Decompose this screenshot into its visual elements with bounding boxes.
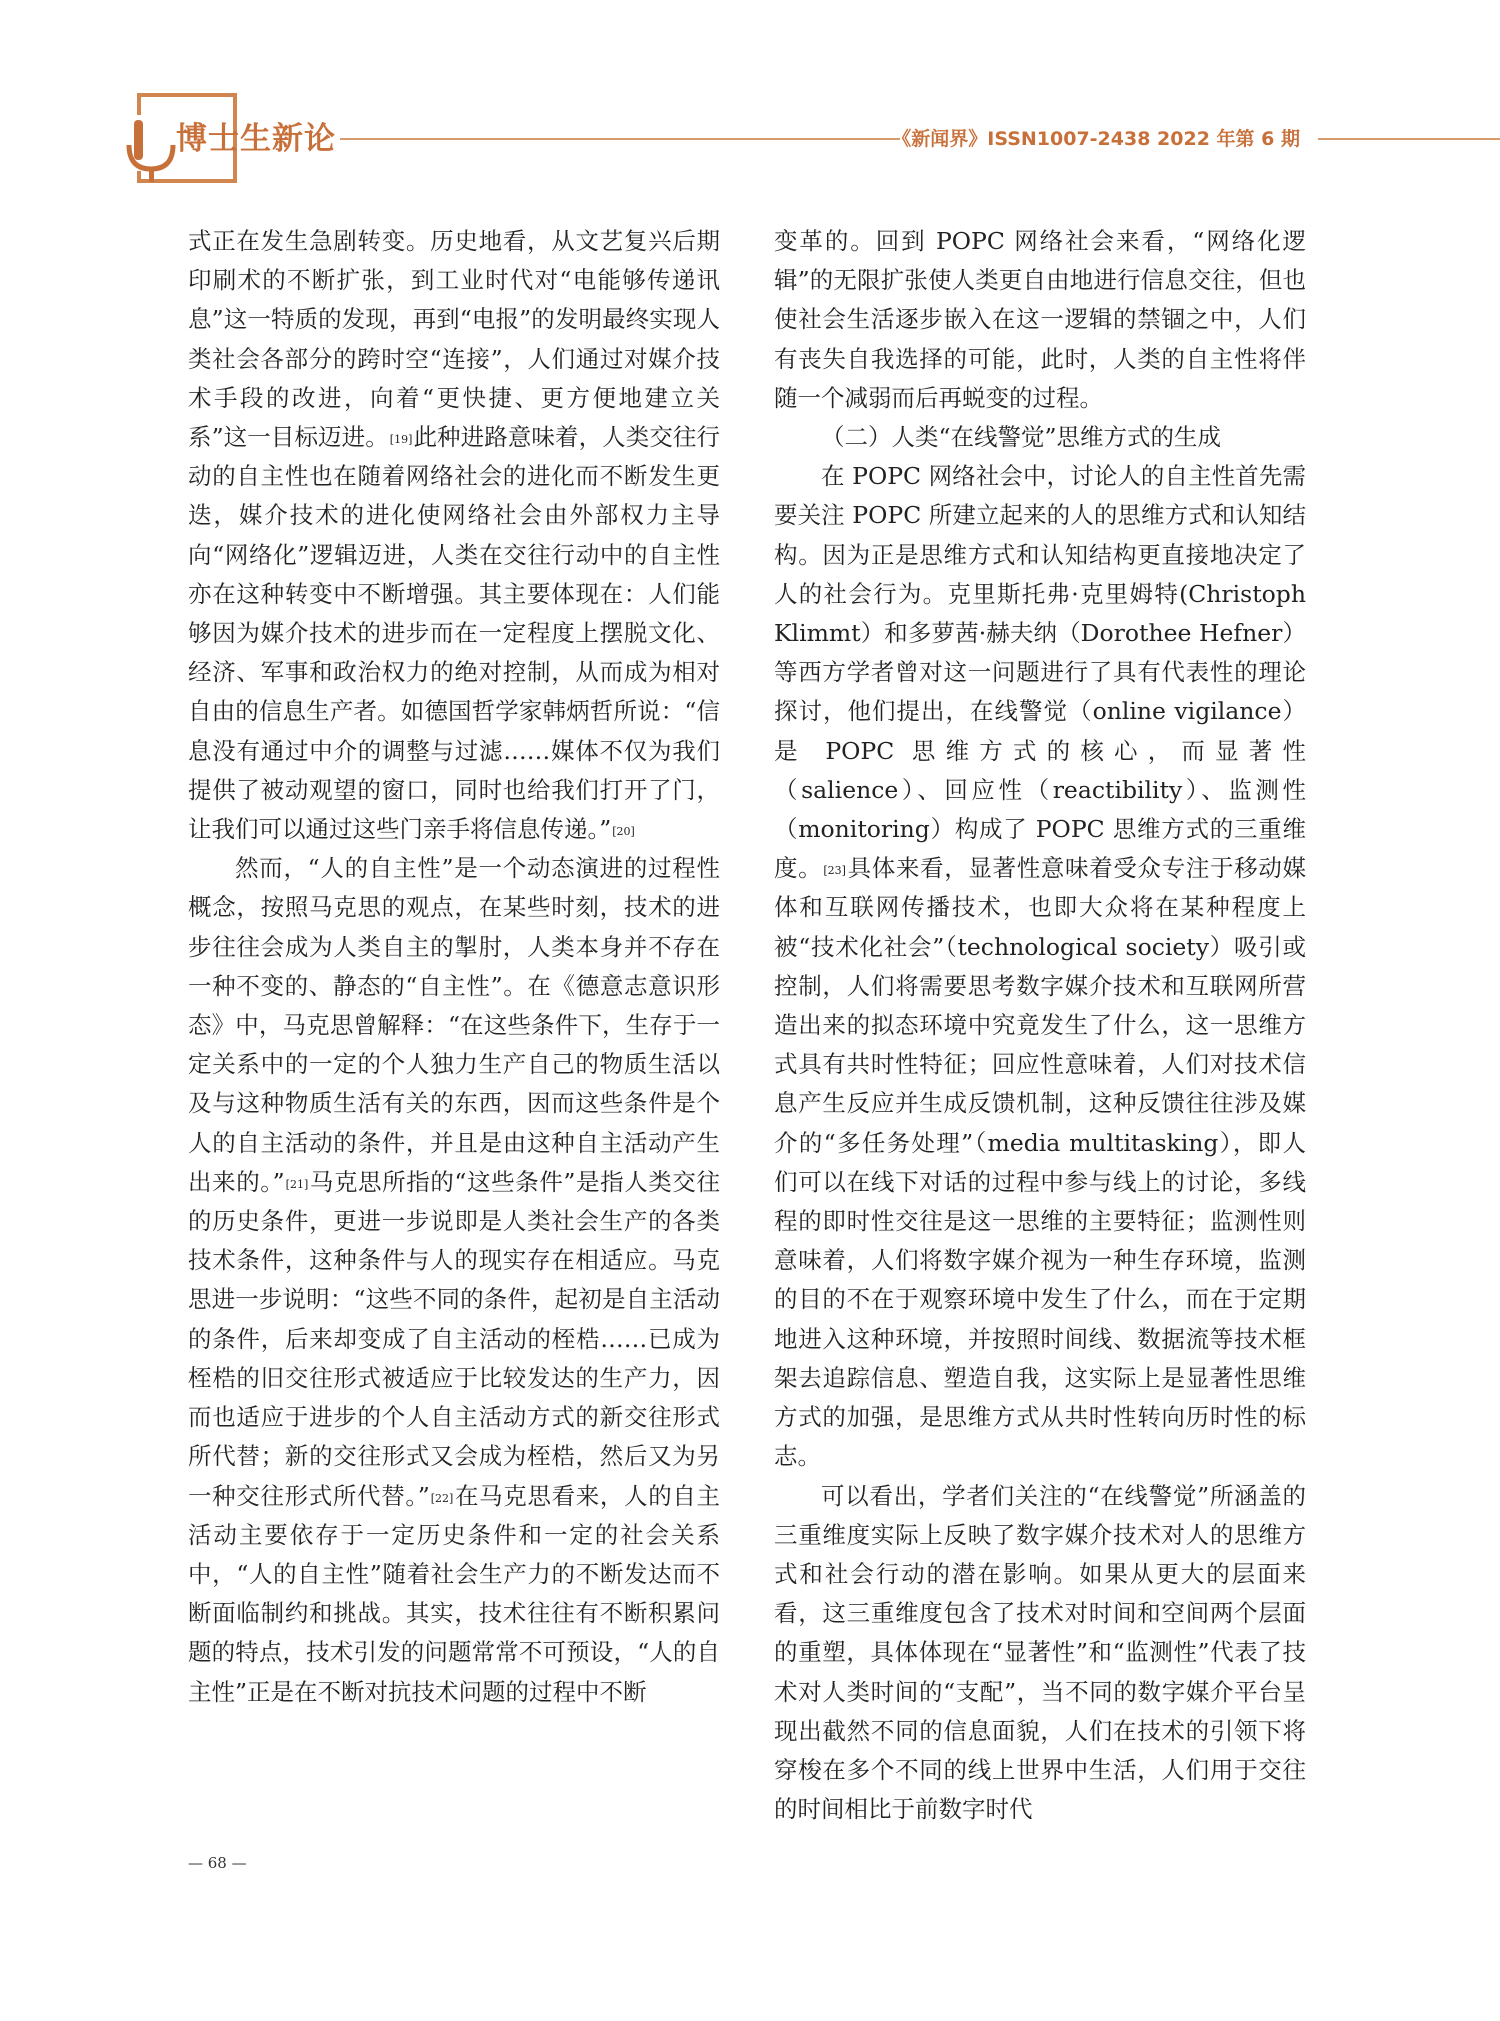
footnote-ref[interactable]: [19] [389,433,413,447]
footnote-ref[interactable]: [20] [612,825,635,839]
header-rule-left [340,138,900,140]
page-number: — 68 — [188,1854,247,1872]
footnote-ref[interactable]: [21] [285,1177,309,1191]
journal-info: 《新闻界》ISSN1007-2438 2022 年第 6 期 [892,128,1300,150]
header-rule-right [1318,138,1500,140]
left-column [188,222,720,1712]
footnote-ref[interactable]: [22] [430,1491,454,1505]
footnote-ref[interactable]: [23] [823,864,846,878]
paragraph: 在 POPC 网络社会中，讨论人的自主性首先需要关注 POPC 所建立起来的人的思维方式和认知结构。因为正是思维方式和认知结构更直接地决定了人的社会行为。克里斯托弗·克里姆特(Christoph Klimmt）和多萝茜·赫夫纳（Dorothee Hefner）等西方学者曾对这一问题进行了具有代表性的理论探讨，他们提出，在线警觉（online vigilance）是 POPC 思维方式的核心，而显著性（salience）、回应性（reactibility）、监测性（monitoring）构成了 POPC 思维方式的三重维度。[23]具体来看，显著性意味着受众专注于移动媒体和互联网传播技术，也即大众将在某种程度上被“技术化社会”（technological society）吸引或控制，人们将需要思考数字媒介技术和互联网所营造出来的拟态环境中究竟发生了什么，这一思维方式具有共时性特征；回应性意味着，人们对技术信息产生反应并生成反馈机制，这种反馈往往涉及媒介的“多任务处理”（media multitasking），即人们可以在线下对话的过程中参与线上的讨论，多线程的即时性交往是这一思维的主要特征；监测性则意味着，人们将数字媒介视为一种生存环境，监测的目的不在于观察环境中发生了什么，而在于定期地进入这种环境，并按照时间线、数据流等技术框架去追踪信息、塑造自我，这实际上是显著性思维方式的加强，是思维方式从共时性转向历时性的标志。 [774,462,1307,1471]
paragraph: 可以看出，学者们关注的“在线警觉”所涵盖的三重维度实际上反映了数字媒介技术对人的思维方式和社会行动的潜在影响。如果从更大的层面来看，这三重维度包含了技术对时间和空间两个层面的重塑，具体体现在“显著性”和“监测性”代表了技术对人类时间的“支配”，当不同的数字媒介平台呈现出截然不同的信息面貌，人们在技术的引领下将穿梭在多个不同的线上世界中生活，人们用于交往的时间相比于前数字时代 [774,1481,1306,1824]
section-title: 博士生新论 [176,121,336,157]
paragraph: 然而，“人的自主性”是一个动态演进的过程性概念，按照马克思的观点，在某些时刻，技术的进步往往会成为人类自主的掣肘，人类本身并不存在一种不变的、静态的“自主性”。在《德意志意识形态》中，马克思曾解释：“在这些条件下，生存于一定关系中的一定的个人独力生产自己的物质生活以及与这种物质生活有关的东西，因而这些条件是个人的自主活动的条件，并且是由这种自主活动产生出来的。”[21]马克思所指的“这些条件”是指人类交往的历史条件，更进一步说即是人类社会生产的各类技术条件，这种条件与人的现实存在相适应。马克思进一步说明：“这些不同的条件，起初是自主活动的条件，后来却变成了自主活动的桎梏……已成为桎梏的旧交往形式被适应于比较发达的生产力，因而也适应于进步的个人自主活动方式的新交往形式所代替；新的交往形式又会成为桎梏，然后又为另一种交往形式所代替。”[22]在马克思看来，人的自主活动主要依存于一定历史条件和一定的社会关系中，“人的自主性”随着社会生产力的不断发达而不断面临制约和挑战。其实，技术往往有不断积累问题的特点，技术引发的问题常常不可预设，“人的自主性”正是在不断对抗技术问题的过程中不断 [188,854,721,1706]
paragraph: 式正在发生急剧转变。历史地看，从文艺复兴后期印刷术的不断扩张，到工业时代对“电能够传递讯息”这一特质的发现，再到“电报”的发明最终实现人类社会各部分的跨时空“连接”，人们通过对媒介技术手段的改进，向着“更快捷、更方便地建立关系”这一目标迈进。[19]此种进路意味着，人类交往行动的自主性也在随着网络社会的进化而不断发生更迭，媒介技术的进化使网络社会由外部权力主导向“网络化”逻辑迈进，人类在交往行动中的自主性亦在这种转变中不断增强。其主要体现在：人们能够因为媒介技术的进步而在一定程度上摆脱文化、经济、军事和政治权力的绝对控制，从而成为相对自由的信息生产者。如德国哲学家韩炳哲所说：“信息没有通过中介的调整与过滤……媒体不仅为我们提供了被动观望的窗口，同时也给我们打开了门，让我们可以通过这些门亲手将信息传递。”[20] [188,227,721,844]
paragraph: 变革的。回到 POPC 网络社会来看，“网络化逻辑”的无限扩张使人类更自由地进行信息交往，但也使社会生活逐步嵌入在这一逻辑的禁锢之中，人们有丧失自我选择的可能，此时，人类的自主性将伴随一个减弱而后再蜕变的过程。 [774,227,1306,412]
section-heading: （二）人类“在线警觉”思维方式的生成 [821,423,1222,452]
right-column [774,222,1306,1829]
